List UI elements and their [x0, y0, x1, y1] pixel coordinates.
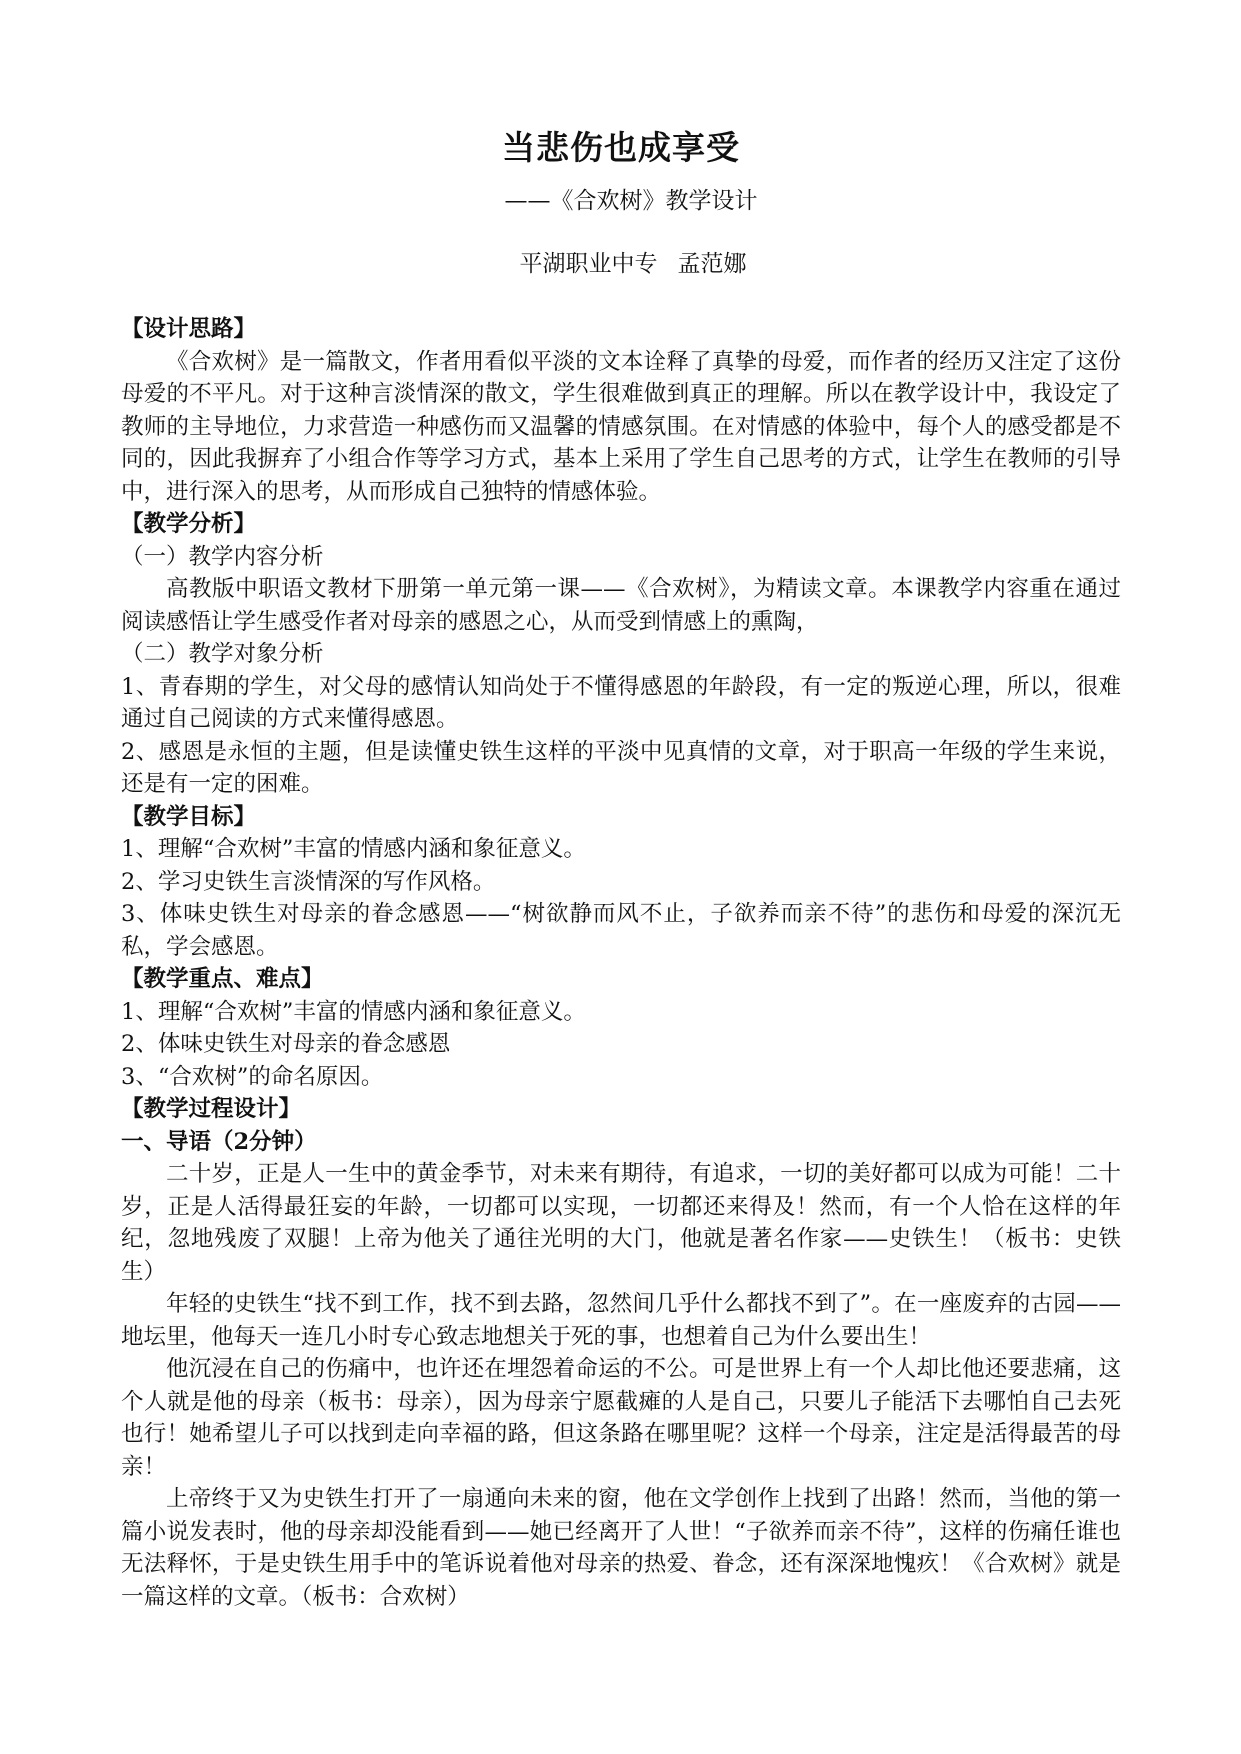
intro-heading: 一、导语（2分钟） — [121, 1128, 317, 1155]
section-heading-design: 【设计思路】 — [121, 316, 257, 342]
document-body — [121, 313, 1121, 1613]
design-paragraph: 《合欢树》是一篇散文，作者用看似平淡的文本诠释了真挚的母爱，而作者的经历又注定了这份母爱的不平凡。对于这种言淡情深的散文，学生很难做到真正的理解。所以在教学设计中，我设定了教师的主导地位，力求营造一种感伤而又温馨的情感氛围。在对情感的体验中，每个人的感受都是不同的，因此我摒弃了小组合作等学习方式，基本上采用了学生自己思考的方式，让学生在教师的引导中，进行深入的思考，从而形成自己独特的情感体验。 — [121, 348, 1121, 505]
key-point-item: 3、“合欢树”的命名原因。 — [121, 1063, 384, 1090]
section-heading-process: 【教学过程设计】 — [121, 1096, 302, 1122]
author-school: 平湖职业中专 — [519, 251, 658, 277]
analysis-subheading-content: （一）教学内容分析 — [121, 543, 324, 570]
intro-paragraph: 他沉浸在自己的伤痛中，也许还在埋怨着命运的不公。可是世界上有一个人却比他还要悲痛，这个人就是他的母亲（板书：母亲），因为母亲宁愿截瘫的人是自己，只要儿子能活下去哪怕自己去死也行！她希望儿子可以找到走向幸福的路，但这条路在哪里呢？这样一个母亲，注定是活得最苦的母亲！ — [121, 1356, 1121, 1480]
key-point-item: 1、理解“合欢树”丰富的情感内涵和象征意义。 — [121, 998, 586, 1025]
analysis-subheading-students: （二）教学对象分析 — [121, 641, 324, 667]
section-heading-analysis: 【教学分析】 — [121, 511, 257, 537]
goal-item: 2、学习史铁生言淡情深的写作风格。 — [121, 868, 496, 895]
intro-paragraph: 年轻的史铁生“找不到工作，找不到去路，忽然间几乎什么都找不到了”。在一座废弃的古园——地坛里，他每天一连几小时专心致志地想关于死的事，也想着自己为什么要出生！ — [121, 1291, 1121, 1350]
analysis-content-paragraph: 高教版中职语文教材下册第一单元第一课——《合欢树》，为精读文章。本课教学内容重在通过阅读感悟让学生感受作者对母亲的感恩之心，从而受到情感上的熏陶， — [121, 576, 1121, 635]
intro-paragraph: 上帝终于又为史铁生打开了一扇通向未来的窗，他在文学创作上找到了出路！然而，当他的第一篇小说发表时，他的母亲却没能看到——她已经离开了人世！“子欲养而亲不待”，这样的伤痛任谁也无法释怀，于是史铁生用手中的笔诉说着他对母亲的热爱、眷念，还有深深地愧疚！《合欢树》就是一篇这样的文章。（板书：合欢树） — [121, 1486, 1121, 1610]
document-title: 当悲伤也成享受 — [502, 128, 740, 167]
analysis-item: 2、感恩是永恒的主题，但是读懂史铁生这样的平淡中见真情的文章，对于职高一年级的学生来说，还是有一定的困难。 — [121, 738, 1121, 797]
section-heading-goals: 【教学目标】 — [121, 803, 257, 830]
intro-paragraph: 二十岁，正是人一生中的黄金季节，对未来有期待，有追求，一切的美好都可以成为可能！二十岁，正是人活得最狂妄的年龄，一切都可以实现，一切都还来得及！然而，有一个人恰在这样的年纪，忽地残废了双腿！上帝为他关了通往光明的大门，他就是著名作家——史铁生！（板书：史铁生） — [121, 1161, 1121, 1285]
section-heading-key-points: 【教学重点、难点】 — [121, 966, 324, 992]
author-line — [121, 249, 1121, 279]
goal-item: 3、体味史铁生对母亲的眷念感恩——“树欲静而风不止，子欲养而亲不待”的悲伤和母爱的深沉无私，学会感恩。 — [121, 901, 1121, 960]
key-point-item: 2、体味史铁生对母亲的眷念感恩 — [121, 1031, 451, 1057]
document-subtitle: ——《合欢树》教学设计 — [504, 188, 758, 214]
goal-item: 1、理解“合欢树”丰富的情感内涵和象征意义。 — [121, 836, 586, 862]
analysis-item: 1、青春期的学生，对父母的感情认知尚处于不懂得感恩的年龄段，有一定的叛逆心理，所以，很难通过自己阅读的方式来懂得感恩。 — [121, 673, 1121, 732]
author-name: 孟范娜 — [677, 251, 747, 277]
